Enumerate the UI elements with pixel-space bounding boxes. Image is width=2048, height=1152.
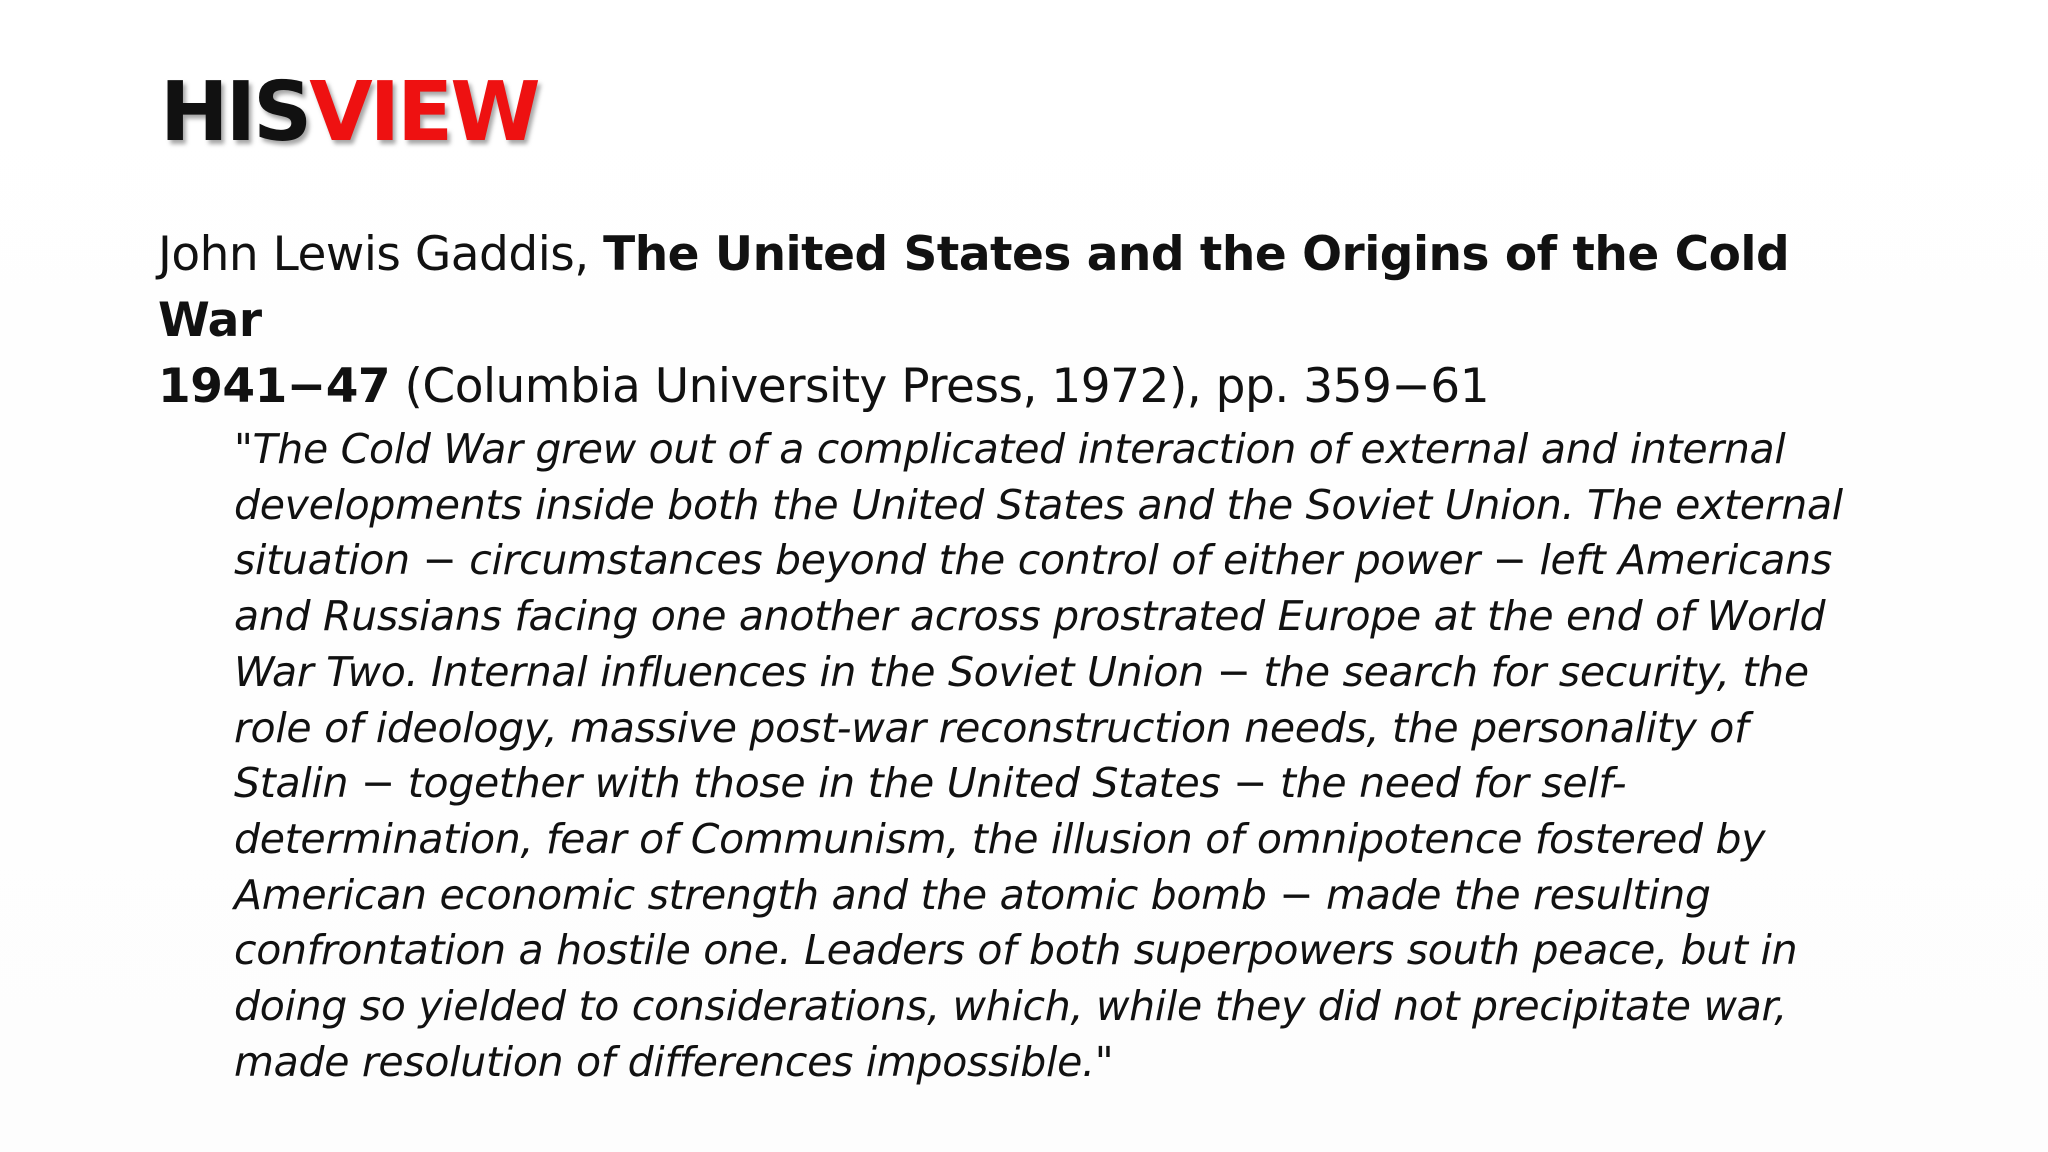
quote-line: American economic strength and the atomic bomb − made the resulting bbox=[234, 870, 1711, 919]
quote-block bbox=[234, 422, 1884, 1090]
citation bbox=[158, 222, 1898, 420]
quote-line: determination, fear of Communism, the illusion of omnipotence fostered by bbox=[234, 814, 1766, 863]
citation-title-line1: The United States and the Origins of the Cold War bbox=[158, 227, 1790, 348]
quote-line: "The Cold War grew out of a complicated interaction of external and internal bbox=[234, 425, 1786, 473]
quote-line: Stalin − together with those in the United States − the need for self- bbox=[234, 759, 1627, 808]
citation-publisher: (Columbia University Press, 1972), pp. 359−61 bbox=[390, 359, 1490, 414]
brand-part-his: HIS bbox=[160, 65, 310, 160]
brand-part-view: VIEW bbox=[309, 65, 538, 160]
brand-logo bbox=[160, 65, 538, 160]
quote-line: role of ideology, massive post-war reconstruction needs, the personality of bbox=[234, 703, 1749, 752]
quote-line: situation − circumstances beyond the control of either power − left Americans bbox=[234, 536, 1832, 585]
citation-author: John Lewis Gaddis, bbox=[158, 227, 604, 282]
quote-line: and Russians facing one another across prostrated Europe at the end of World bbox=[234, 592, 1826, 641]
quote-line: doing so yielded to considerations, which, while they did not precipitate war, bbox=[234, 982, 1788, 1031]
quote-line: confrontation a hostile one. Leaders of both superpowers south peace, but in bbox=[234, 926, 1798, 975]
quote-line: developments inside both the United States and the Soviet Union. The external bbox=[234, 480, 1843, 529]
quote-line: made resolution of differences impossible." bbox=[234, 1037, 1114, 1086]
quote-line: War Two. Internal influences in the Soviet Union − the search for security, the bbox=[234, 647, 1809, 696]
citation-title-line2: 1941−47 bbox=[158, 359, 391, 414]
